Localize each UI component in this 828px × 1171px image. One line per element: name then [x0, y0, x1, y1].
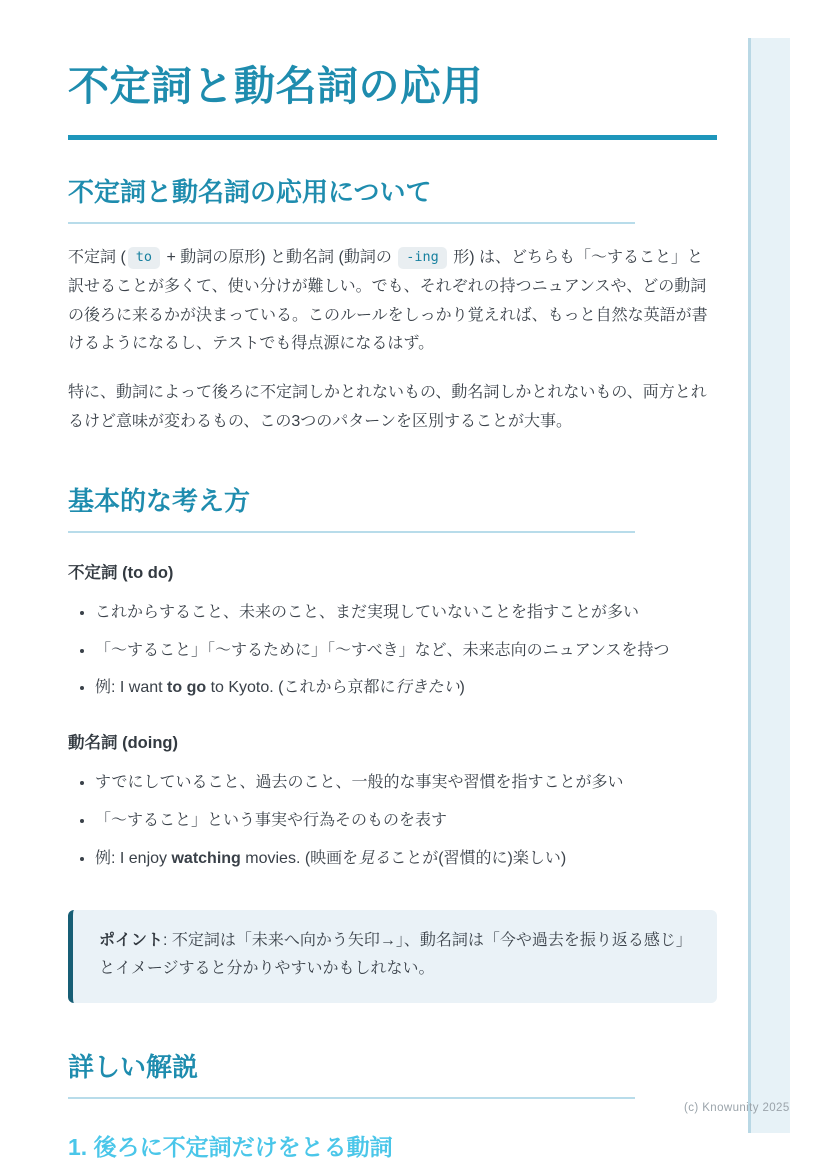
- section-intro: [68, 178, 717, 437]
- example-bold-run: to go: [167, 679, 207, 697]
- list-item: • これからすること、未来のこと、まだ実現していないことを指すことが多い: [95, 599, 717, 628]
- title-divider: [68, 135, 717, 140]
- section-heading-basics: 基本的な考え方: [68, 487, 635, 533]
- example-italic-run: 見る: [358, 849, 391, 867]
- list-item: • すでにしていること、過去のこと、一般的な事実や習慣を指すことが多い: [95, 769, 717, 798]
- callout-label: ポイント: [99, 931, 164, 949]
- code-chip-ing: -ing: [398, 247, 447, 269]
- sub-heading-infinitive-only-verbs: 1. 後ろに不定詞だけをとる動詞: [68, 1134, 393, 1161]
- example-italic-run: 行きたい: [395, 679, 460, 697]
- section-heading-intro: 不定詞と動名詞の応用について: [68, 178, 635, 224]
- code-chip-to: to: [128, 247, 160, 269]
- page-edge-strip: [748, 38, 790, 1133]
- infinitive-bullet-list: [68, 599, 717, 703]
- intro-p1-run-2: + 動詞の原形) と動名詞 (動詞の: [162, 249, 397, 267]
- document-content: [68, 0, 717, 1162]
- list-item-example: [95, 845, 717, 874]
- list-item: • 「〜すること」「〜するために」「〜すべき」など、未来志向のニュアンスを持つ: [95, 637, 717, 666]
- page-title: 不定詞と動名詞の応用: [68, 63, 483, 109]
- section-heading-details: 詳しい解説: [68, 1053, 635, 1099]
- example-run: to Kyoto. (これから京都に: [206, 679, 396, 697]
- intro-p1-run-1: 不定詞 (: [68, 249, 126, 267]
- example-run: ことが(習慣的に)楽しい): [390, 849, 567, 867]
- intro-paragraph-1: [68, 244, 717, 359]
- list-item-example: [95, 674, 717, 703]
- section-basics: [68, 487, 717, 1003]
- example-run: 例: I enjoy: [95, 849, 172, 867]
- gerund-bullet-list: [68, 769, 717, 873]
- example-run: 例: I want: [95, 679, 168, 697]
- example-run: ): [459, 679, 465, 697]
- list-item: • 「〜すること」という事実や行為そのものを表す: [95, 807, 717, 836]
- example-run: movies. (映画を: [240, 849, 359, 867]
- intro-p1-run-3: 形) は、どちらも「〜すること」と訳せることが多くて、使い分けが難しい。でも、それぞれの持つニュアンスや、どの動詞の後ろに来るかが決まっている。このルールをしっかり覚えれば、もっと自然な英語が書けるようになるし、テストでも得点源になるはず。: [68, 249, 708, 353]
- example-bold-run: watching: [171, 849, 241, 867]
- callout-text: : 不定詞は「未来へ向かう矢印→」、動名詞は「今や過去を振り返る感じ」とイメージすると分かりやすいかもしれない。: [99, 931, 684, 978]
- point-callout: [68, 910, 717, 1004]
- term-label-gerund: 動名詞 (doing): [68, 734, 178, 753]
- watermark: (c) Knowunity 2025: [684, 1102, 790, 1114]
- section-details: [68, 1053, 717, 1162]
- intro-paragraph-2: 特に、動詞によって後ろに不定詞しかとれないもの、動名詞しかとれないもの、両方とれるけど意味が変わるもの、この3つのパターンを区別することが大事。: [68, 384, 707, 431]
- term-label-infinitive: 不定詞 (to do): [68, 563, 174, 582]
